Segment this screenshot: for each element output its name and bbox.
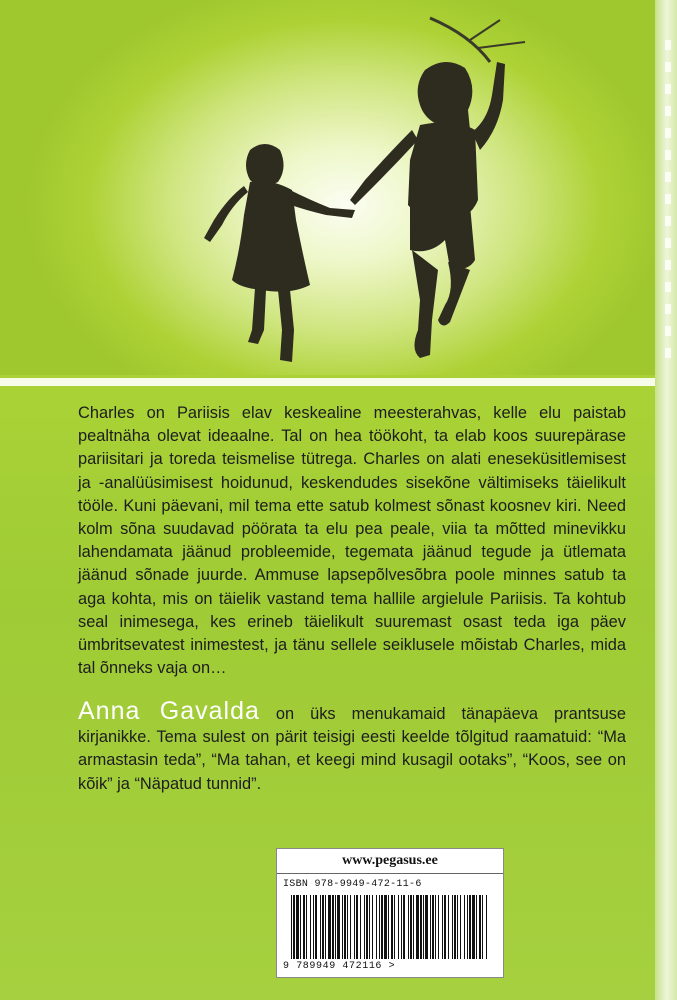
barcode-bar: [372, 895, 373, 959]
barcode-bar: [444, 895, 446, 959]
barcode-bar: [364, 895, 365, 959]
barcode-bar: [476, 895, 477, 959]
barcode-bar: [325, 895, 326, 959]
barcode-bar: [381, 895, 383, 959]
barcode-bar: [467, 895, 468, 959]
barcode-bar: [398, 895, 399, 959]
barcode-bar: [472, 895, 475, 959]
barcode-bar: [482, 895, 483, 959]
stick-shape: [430, 18, 490, 62]
barcode-bar: [342, 895, 343, 959]
barcode-bar: [337, 895, 340, 959]
barcode-bar: [360, 895, 361, 959]
barcode-bar: [401, 895, 402, 959]
isbn-text: ISBN 978-9949-472-11-6: [283, 879, 422, 890]
children-silhouette-image: [0, 0, 655, 375]
barcode-bar: [410, 895, 412, 959]
younger-child-silhouette: [204, 144, 355, 362]
cover-photo: [0, 0, 655, 375]
barcode-bar: [430, 895, 431, 959]
author-bio-text: on üks menukamaid tänapäeva prantsuse kirjanikke. Tema sulest on pärit teisigi eesti keelde tõlgitud raamatuid: “Ma armastasin teda”, “Ma tahan, et keegi mind kusagil ootaks”, “Koos, see on kõik” ja “Näpatud tunnid”.: [78, 705, 626, 793]
barcode-bar: [452, 895, 453, 959]
barcode-bar: [315, 895, 317, 959]
barcode-bar: [391, 895, 393, 959]
barcode-bar: [448, 895, 449, 959]
barcode-bar: [454, 895, 456, 959]
barcode-bar: [438, 895, 439, 959]
divider-band: [0, 378, 655, 386]
barcode-bar: [335, 895, 336, 959]
spine-stripes: [665, 40, 671, 370]
barcode-bar: [320, 895, 321, 959]
book-blurb: Charles on Pariisis elav keskealine meesterahvas, kelle elu paistab pealtnäha olevat ideaalne. Tal on hea töökoht, ta elab koos suurepärase pariisitari ja toreda teismelise tütrega. Charles on alati eneseküsitlemisest ja -analüüsimisest hoidunud, keskendudes sisekõne vältimiseks täielikult tööle. Kuni päevani, mil tema ette satub kolmest sõnast koosnev kiri. Need kolm sõna suudavad pöörata ta elu pea peale, viia ta mõtted minevikku lahendamata jäänud probleemide, tegemata jäänud tegude ja ütlemata jäänud sõnade juurde. Ammuse lapsepõlvesõbra poole minnes satub ta aga kohta, mis on täielik vastand tema hallile argielule Pariisis. Ta kohtub seal inimesega, kes erineb täielikult suuremast osast teda iga päev ümbritsevatest inimestest, ja tänu sellele seiklusele mõistab Charles, mida tal õnneks vaja on…: [78, 404, 626, 678]
barcode-bar: [486, 895, 487, 959]
barcode-label: [276, 848, 504, 978]
barcode-bar: [469, 895, 471, 959]
barcode-bar: [328, 895, 331, 959]
barcode-bar: [313, 895, 314, 959]
barcode-bar: [310, 895, 311, 959]
barcode-bar: [479, 895, 481, 959]
barcode-bar: [369, 895, 370, 959]
barcode-bar: [432, 895, 434, 959]
spine-edge: [655, 0, 677, 1000]
barcode-bar: [291, 895, 292, 959]
barcode-bar: [332, 895, 334, 959]
barcode-bar: [300, 895, 301, 959]
author-bio: [78, 697, 626, 796]
barcode-bar: [347, 895, 348, 959]
barcode-bar: [388, 895, 389, 959]
author-name: Anna Gavalda: [78, 697, 260, 725]
barcode-bar: [356, 895, 358, 959]
barcode-bar: [413, 895, 414, 959]
barcode-bar: [354, 895, 355, 959]
barcode-bar: [423, 895, 424, 959]
barcode-bar: [322, 895, 324, 959]
barcode-bar: [394, 895, 395, 959]
barcode-bar: [420, 895, 422, 959]
barcode-bar: [460, 895, 461, 959]
barcode-bar: [425, 895, 428, 959]
barcode-bar: [457, 895, 458, 959]
barcode-bar: [416, 895, 419, 959]
barcode-bar: [303, 895, 305, 959]
barcode-bar: [435, 895, 436, 959]
barcode-bar: [403, 895, 405, 959]
barcode-bars: [291, 895, 489, 959]
publisher-url: www.pegasus.ee: [342, 853, 438, 868]
barcode-bar: [379, 895, 380, 959]
barcode-bar: [344, 895, 346, 959]
barcode-bar: [376, 895, 377, 959]
barcode-bar: [293, 895, 295, 959]
older-child-silhouette: [350, 62, 505, 358]
label-rule: [277, 873, 503, 874]
barcode-bar: [306, 895, 307, 959]
barcode-bar: [350, 895, 351, 959]
barcode-bar: [296, 895, 299, 959]
barcode-bar: [384, 895, 387, 959]
barcode-bar: [442, 895, 443, 959]
barcode-bar: [408, 895, 409, 959]
barcode-digits: 9 789949 472116 >: [283, 961, 396, 972]
barcode-bar: [464, 895, 465, 959]
barcode-bar: [366, 895, 368, 959]
